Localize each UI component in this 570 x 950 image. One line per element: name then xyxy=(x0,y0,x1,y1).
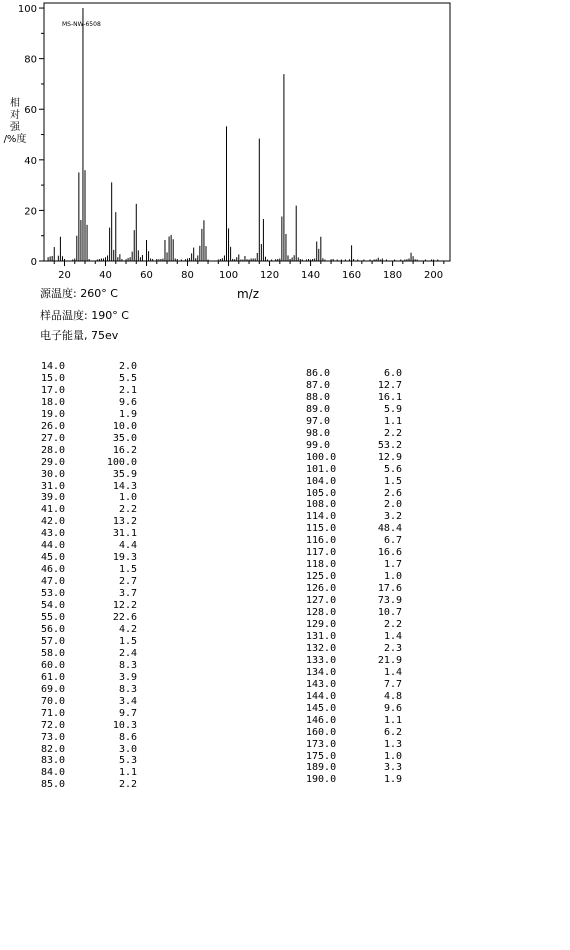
mz-value: 70.0 xyxy=(41,695,66,707)
table-row xyxy=(41,397,137,409)
mass-spectrum-chart xyxy=(0,0,570,300)
mz-value: 69.0 xyxy=(41,683,66,695)
y-axis-label xyxy=(4,96,27,145)
mz-value: 100.0 xyxy=(306,451,337,463)
x-tick-label: 120 xyxy=(260,270,280,281)
mz-value: 190.0 xyxy=(306,774,337,786)
abundance-value: 12.9 xyxy=(377,451,402,463)
sample-temperature: 样品温度: 190° C xyxy=(40,309,129,322)
abundance-value: 13.2 xyxy=(112,516,137,528)
x-tick-label: 140 xyxy=(301,270,321,281)
table-row xyxy=(41,373,137,385)
table-row xyxy=(41,588,137,600)
abundance-value: 10.3 xyxy=(112,719,137,731)
y-tick-label: 40 xyxy=(24,155,37,167)
spectrum-id-annotation: MS-NW-6508 xyxy=(62,21,101,28)
table-row xyxy=(41,660,137,672)
table-row xyxy=(41,492,137,504)
table-row xyxy=(41,612,137,624)
mz-value: 85.0 xyxy=(41,779,66,791)
abundance-value: 9.6 xyxy=(383,702,402,714)
mz-value: 28.0 xyxy=(41,444,66,456)
mz-value: 132.0 xyxy=(306,642,337,654)
table-row xyxy=(306,523,402,535)
mz-value: 31.0 xyxy=(41,480,66,492)
mz-value: 89.0 xyxy=(306,403,331,415)
abundance-value: 5.5 xyxy=(118,372,137,384)
mz-value: 114.0 xyxy=(306,511,337,523)
abundance-value: 2.2 xyxy=(383,427,402,439)
abundance-value: 4.4 xyxy=(118,540,137,552)
abundance-value: 4.8 xyxy=(383,690,402,702)
abundance-value: 9.7 xyxy=(118,707,137,719)
table-row xyxy=(41,648,137,660)
x-tick-label: 40 xyxy=(99,270,112,281)
mz-value: 60.0 xyxy=(41,659,66,671)
x-tick-label: 200 xyxy=(424,270,444,281)
table-row xyxy=(306,595,402,607)
mz-value: 143.0 xyxy=(306,678,337,690)
mz-value: 58.0 xyxy=(41,647,66,659)
mz-value: 45.0 xyxy=(41,552,66,564)
table-row xyxy=(306,583,402,595)
abundance-value: 6.0 xyxy=(383,368,402,379)
mz-value: 173.0 xyxy=(306,738,337,750)
abundance-value: 1.0 xyxy=(118,492,137,504)
abundance-value: 1.1 xyxy=(383,714,402,726)
mz-value: 83.0 xyxy=(41,755,66,767)
mz-value: 14.0 xyxy=(41,361,66,372)
table-row xyxy=(306,751,402,763)
table-row xyxy=(306,380,402,392)
mz-value: 43.0 xyxy=(41,528,66,540)
table-row xyxy=(306,631,402,643)
x-tick-label: 80 xyxy=(181,270,194,281)
abundance-value: 8.3 xyxy=(118,659,137,671)
table-row xyxy=(41,576,137,588)
abundance-value: 8.3 xyxy=(118,683,137,695)
mz-value: 129.0 xyxy=(306,619,337,631)
table-row xyxy=(306,404,402,416)
mz-value: 53.0 xyxy=(41,588,66,600)
mz-value: 101.0 xyxy=(306,463,337,475)
abundance-value: 16.1 xyxy=(377,391,402,403)
abundance-value: 2.3 xyxy=(383,642,402,654)
table-row xyxy=(41,528,137,540)
table-row xyxy=(306,739,402,751)
abundance-value: 1.5 xyxy=(118,635,137,647)
table-row xyxy=(41,720,137,732)
mz-value: 54.0 xyxy=(41,600,66,612)
y-tick-label: 60 xyxy=(24,105,37,117)
mz-value: 133.0 xyxy=(306,654,337,666)
mz-value: 99.0 xyxy=(306,439,331,451)
abundance-value: 9.6 xyxy=(118,396,137,408)
table-row xyxy=(41,564,137,576)
mz-value: 27.0 xyxy=(41,432,66,444)
peak-bars xyxy=(48,8,438,261)
plot-frame xyxy=(44,3,450,261)
table-row xyxy=(41,624,137,636)
abundance-value: 7.7 xyxy=(383,678,402,690)
mz-value: 125.0 xyxy=(306,571,337,583)
table-row xyxy=(41,361,137,373)
mz-value: 57.0 xyxy=(41,635,66,647)
table-row xyxy=(41,672,137,684)
abundance-value: 5.3 xyxy=(118,755,137,767)
abundance-value: 3.4 xyxy=(118,695,137,707)
abundance-value: 1.4 xyxy=(383,630,402,642)
table-row xyxy=(306,619,402,631)
mz-value: 116.0 xyxy=(306,535,337,547)
mz-value: 144.0 xyxy=(306,690,337,702)
abundance-value: 3.0 xyxy=(118,743,137,755)
mz-value: 189.0 xyxy=(306,762,337,774)
abundance-value: 5.9 xyxy=(383,403,402,415)
abundance-value: 100.0 xyxy=(106,456,137,468)
table-row xyxy=(306,428,402,440)
abundance-value: 1.5 xyxy=(383,475,402,487)
mz-value: 115.0 xyxy=(306,523,337,535)
abundance-value: 2.6 xyxy=(383,487,402,499)
table-row xyxy=(41,445,137,457)
abundance-value: 3.3 xyxy=(383,762,402,774)
abundance-value: 3.7 xyxy=(118,588,137,600)
table-row xyxy=(306,452,402,464)
x-tick-label: 160 xyxy=(342,270,362,281)
table-row xyxy=(306,511,402,523)
abundance-value: 1.4 xyxy=(383,666,402,678)
abundance-value: 12.7 xyxy=(377,379,402,391)
abundance-value: 6.2 xyxy=(383,726,402,738)
mz-value: 30.0 xyxy=(41,468,66,480)
abundance-value: 5.6 xyxy=(383,463,402,475)
mz-value: 39.0 xyxy=(41,492,66,504)
source-temperature: 源温度: 260° C xyxy=(40,287,118,300)
abundance-value: 8.6 xyxy=(118,731,137,743)
abundance-value: 35.9 xyxy=(112,468,137,480)
mz-value: 118.0 xyxy=(306,559,337,571)
abundance-value: 19.3 xyxy=(112,552,137,564)
mz-value: 97.0 xyxy=(306,415,331,427)
table-row xyxy=(306,488,402,500)
abundance-value: 48.4 xyxy=(377,523,402,535)
mz-value: 84.0 xyxy=(41,767,66,779)
abundance-value: 2.0 xyxy=(118,361,137,372)
table-row xyxy=(41,481,137,493)
table-row xyxy=(41,469,137,481)
table-row xyxy=(306,368,402,380)
mz-value: 86.0 xyxy=(306,368,331,379)
mz-value: 128.0 xyxy=(306,607,337,619)
mz-value: 146.0 xyxy=(306,714,337,726)
electron-energy: 电子能量, 75ev xyxy=(40,329,119,342)
table-row xyxy=(41,504,137,516)
x-tick-label: 100 xyxy=(218,270,239,281)
table-row xyxy=(306,559,402,571)
table-row xyxy=(41,684,137,696)
abundance-value: 2.1 xyxy=(118,384,137,396)
mz-value: 41.0 xyxy=(41,504,66,516)
x-tick-label: 20 xyxy=(58,270,71,281)
table-row xyxy=(306,774,402,786)
mz-value: 126.0 xyxy=(306,583,337,595)
mz-value: 29.0 xyxy=(41,456,66,468)
abundance-value: 2.2 xyxy=(383,619,402,631)
table-row xyxy=(41,744,137,756)
table-row xyxy=(41,708,137,720)
mz-value: 26.0 xyxy=(41,420,66,432)
mz-value: 17.0 xyxy=(41,384,66,396)
table-row xyxy=(306,440,402,452)
table-row xyxy=(306,464,402,476)
table-row xyxy=(306,392,402,404)
table-row xyxy=(306,655,402,667)
mz-value: 19.0 xyxy=(41,408,66,420)
abundance-value: 12.2 xyxy=(112,600,137,612)
abundance-value: 1.9 xyxy=(118,408,137,420)
mz-value: 105.0 xyxy=(306,487,337,499)
table-row xyxy=(41,457,137,469)
table-row xyxy=(41,540,137,552)
abundance-value: 1.0 xyxy=(383,750,402,762)
table-row xyxy=(41,433,137,445)
y-tick-label: 20 xyxy=(24,206,37,218)
table-row xyxy=(306,643,402,655)
abundance-value: 2.2 xyxy=(118,779,137,791)
peak-table-right xyxy=(306,368,402,786)
table-row xyxy=(306,607,402,619)
mz-value: 56.0 xyxy=(41,623,66,635)
abundance-value: 1.1 xyxy=(383,415,402,427)
table-row xyxy=(41,552,137,564)
abundance-value: 22.6 xyxy=(112,612,137,624)
y-tick-label: 100 xyxy=(17,4,37,16)
table-row xyxy=(41,696,137,708)
y-axis-label-text: 相对强/%度 xyxy=(3,98,27,145)
table-row xyxy=(306,762,402,774)
mz-value: 44.0 xyxy=(41,540,66,552)
abundance-value: 16.6 xyxy=(377,547,402,559)
table-row xyxy=(306,571,402,583)
abundance-value: 10.0 xyxy=(112,420,137,432)
abundance-value: 53.2 xyxy=(377,439,402,451)
table-row xyxy=(306,476,402,488)
mz-value: 73.0 xyxy=(41,731,66,743)
table-row xyxy=(306,535,402,547)
abundance-value: 2.2 xyxy=(118,504,137,516)
abundance-value: 10.7 xyxy=(377,607,402,619)
table-row xyxy=(306,703,402,715)
mz-value: 82.0 xyxy=(41,743,66,755)
table-row xyxy=(41,409,137,421)
abundance-value: 1.0 xyxy=(383,571,402,583)
mz-value: 42.0 xyxy=(41,516,66,528)
mz-value: 145.0 xyxy=(306,702,337,714)
abundance-value: 1.1 xyxy=(118,767,137,779)
mz-value: 61.0 xyxy=(41,671,66,683)
table-row xyxy=(41,755,137,767)
y-tick-label: 80 xyxy=(24,54,37,66)
x-axis-label: m/z xyxy=(236,287,260,300)
abundance-value: 1.7 xyxy=(383,559,402,571)
abundance-value: 16.2 xyxy=(112,444,137,456)
axes xyxy=(18,4,444,281)
table-row xyxy=(306,667,402,679)
abundance-value: 2.0 xyxy=(383,499,402,511)
abundance-value: 6.7 xyxy=(383,535,402,547)
abundance-value: 31.1 xyxy=(112,528,137,540)
abundance-value: 1.3 xyxy=(383,738,402,750)
abundance-value: 2.4 xyxy=(118,647,137,659)
mz-value: 18.0 xyxy=(41,396,66,408)
table-row xyxy=(41,767,137,779)
abundance-value: 1.5 xyxy=(118,564,137,576)
table-row xyxy=(306,691,402,703)
mz-value: 71.0 xyxy=(41,707,66,719)
table-row xyxy=(41,385,137,397)
abundance-value: 1.9 xyxy=(383,774,402,786)
table-row xyxy=(306,715,402,727)
table-row xyxy=(306,679,402,691)
mz-value: 47.0 xyxy=(41,576,66,588)
table-row xyxy=(41,421,137,433)
table-row xyxy=(306,499,402,511)
table-row xyxy=(306,727,402,739)
mz-value: 72.0 xyxy=(41,719,66,731)
mz-value: 104.0 xyxy=(306,475,337,487)
mz-value: 175.0 xyxy=(306,750,337,762)
mz-value: 160.0 xyxy=(306,726,337,738)
mz-value: 88.0 xyxy=(306,391,331,403)
abundance-value: 14.3 xyxy=(112,480,137,492)
table-row xyxy=(41,636,137,648)
abundance-value: 73.9 xyxy=(377,595,402,607)
abundance-value: 4.2 xyxy=(118,623,137,635)
abundance-value: 3.9 xyxy=(118,671,137,683)
y-tick-label: 0 xyxy=(30,257,37,268)
table-row xyxy=(41,600,137,612)
abundance-value: 35.0 xyxy=(112,432,137,444)
mz-value: 46.0 xyxy=(41,564,66,576)
table-row xyxy=(41,779,137,791)
mz-value: 117.0 xyxy=(306,547,337,559)
x-tick-label: 60 xyxy=(140,270,153,281)
table-row xyxy=(41,732,137,744)
abundance-value: 21.9 xyxy=(377,654,402,666)
mz-value: 134.0 xyxy=(306,666,337,678)
x-tick-label: 180 xyxy=(383,270,403,281)
abundance-value: 2.7 xyxy=(118,576,137,588)
peak-table-left xyxy=(41,361,137,791)
table-row xyxy=(306,416,402,428)
abundance-value: 17.6 xyxy=(377,583,402,595)
mz-value: 131.0 xyxy=(306,630,337,642)
mz-value: 127.0 xyxy=(306,595,337,607)
abundance-value: 3.2 xyxy=(383,511,402,523)
table-row xyxy=(41,516,137,528)
table-row xyxy=(306,547,402,559)
mz-value: 87.0 xyxy=(306,379,331,391)
mz-value: 15.0 xyxy=(41,372,66,384)
mz-value: 98.0 xyxy=(306,427,331,439)
mz-value: 55.0 xyxy=(41,612,66,624)
mz-value: 108.0 xyxy=(306,499,337,511)
